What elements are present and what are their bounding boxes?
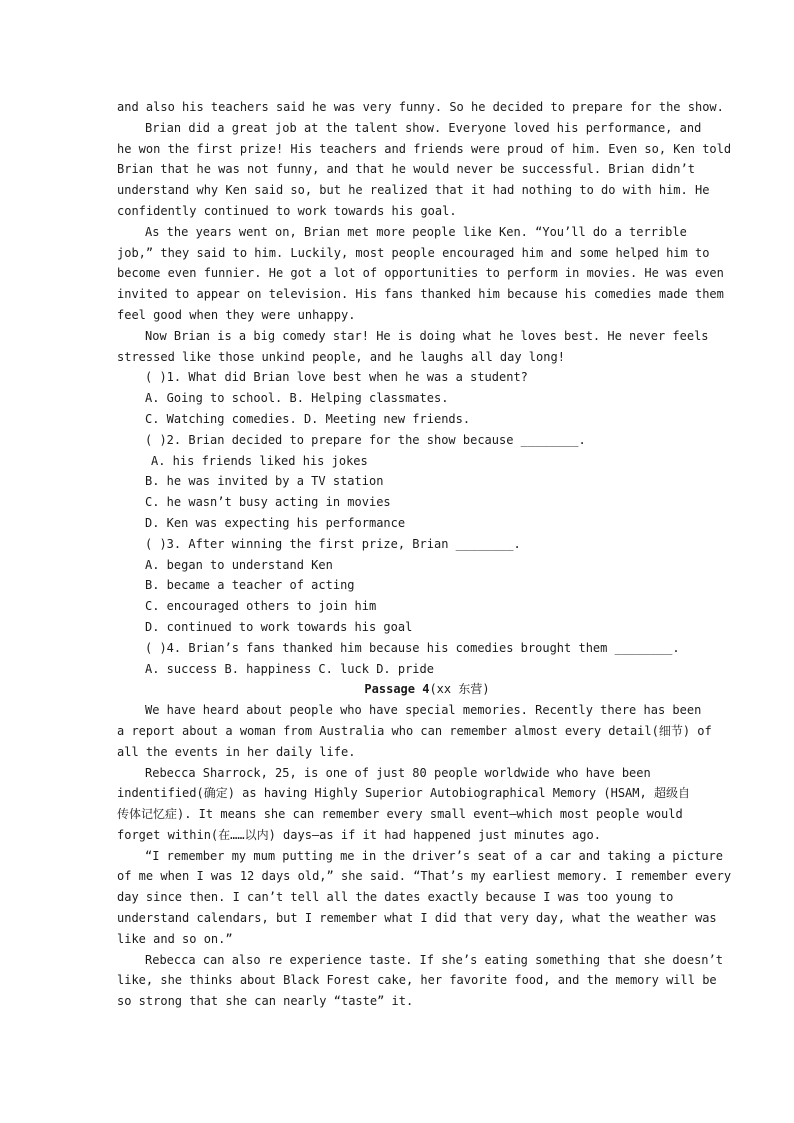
question-option: B. became a teacher of acting <box>145 578 355 593</box>
question-stem: ( )3. After winning the first prize, Brian ________. <box>145 536 521 551</box>
paragraph-line: “I remember my mum putting me in the driver’s seat of a car and taking a picture <box>145 848 723 863</box>
question-option: C. Watching comedies. D. Meeting new friends. <box>145 411 471 426</box>
paragraph-line: Brian did a great job at the talent show. Everyone loved his performance, and <box>145 120 702 135</box>
passage-title-suffix: (xx 东营) <box>429 682 490 697</box>
question-option: D. Ken was expecting his performance <box>145 515 406 530</box>
paragraph-line: day since then. I can’t tell all the dates exactly because I was too young to <box>117 890 674 905</box>
paragraph-line: job,” they said to him. Luckily, most people encouraged him and some helped him to <box>117 245 710 260</box>
question-stem: ( )1. What did Brian love best when he was a student? <box>145 370 528 385</box>
paragraph-line: understand calendars, but I remember what I did that very day, what the weather was <box>117 911 717 926</box>
paragraph-line: all the events in her daily life. <box>117 744 356 759</box>
question-option: A. Going to school. B. Helping classmates. <box>145 391 449 406</box>
paragraph-line: like, she thinks about Black Forest cake, her favorite food, and the memory will be <box>117 973 717 988</box>
question-stem: ( )4. Brian’s fans thanked him because his comedies brought them ________. <box>145 640 680 655</box>
question-option: D. continued to work towards his goal <box>145 619 413 634</box>
question-stem: ( )2. Brian decided to prepare for the show because ________. <box>145 432 586 447</box>
paragraph-line: We have heard about people who have special memories. Recently there has been <box>145 703 702 718</box>
paragraph-line: confidently continued to work towards his goal. <box>117 203 457 218</box>
question-option: B. he was invited by a TV station <box>145 474 384 489</box>
paragraph-line: understand why Ken said so, but he realized that it had nothing to do with him. He <box>117 183 710 198</box>
question-option: A. success B. happiness C. luck D. pride <box>145 661 434 676</box>
paragraph-line: forget within(在……以内) days—as if it had happened just minutes ago. <box>117 827 601 842</box>
paragraph-line: invited to appear on television. His fans thanked him because his comedies made them <box>117 287 724 302</box>
paragraph-line: he won the first prize! His teachers and friends were proud of him. Even so, Ken told <box>117 141 732 156</box>
paragraph-line: of me when I was 12 days old,” she said. “That’s my earliest memory. I remember every <box>117 869 732 884</box>
paragraph-line: stressed like those unkind people, and he laughs all day long! <box>117 349 565 364</box>
paragraph-line: As the years went on, Brian met more people like Ken. “You’ll do a terrible <box>145 224 687 239</box>
paragraph-line: 传体记忆症). It means she can remember every small event—which most people would <box>117 807 683 822</box>
page-content <box>117 97 737 1012</box>
question-option: C. encouraged others to join him <box>145 599 377 614</box>
question-option: A. his friends liked his jokes <box>151 453 368 468</box>
paragraph-line: a report about a woman from Australia who can remember almost every detail(细节) of <box>117 723 712 738</box>
question-option: A. began to understand Ken <box>145 557 333 572</box>
paragraph-line: indentified(确定) as having Highly Superior Autobiographical Memory (HSAM, 超级自 <box>117 786 690 801</box>
paragraph-line: Brian that he was not funny, and that he would never be successful. Brian didn’t <box>117 162 695 177</box>
question-option: C. he wasn’t busy acting in movies <box>145 495 391 510</box>
paragraph-line: Rebecca can also re experience taste. If she’s eating something that she doesn’t <box>145 952 723 967</box>
paragraph-line: become even funnier. He got a lot of opportunities to perform in movies. He was even <box>117 266 724 281</box>
paragraph-line: Rebecca Sharrock, 25, is one of just 80 people worldwide who have been <box>145 765 651 780</box>
paragraph-line: so strong that she can nearly “taste” it. <box>117 994 414 1009</box>
paragraph-line: like and so on.” <box>117 931 233 946</box>
passage-title <box>117 679 737 700</box>
paragraph-line: and also his teachers said he was very funny. So he decided to prepare for the show. <box>117 100 724 114</box>
passage-title-text: Passage 4 <box>364 682 430 697</box>
paragraph-line: feel good when they were unhappy. <box>117 307 356 322</box>
paragraph-line: Now Brian is a big comedy star! He is doing what he loves best. He never feels <box>145 328 709 343</box>
